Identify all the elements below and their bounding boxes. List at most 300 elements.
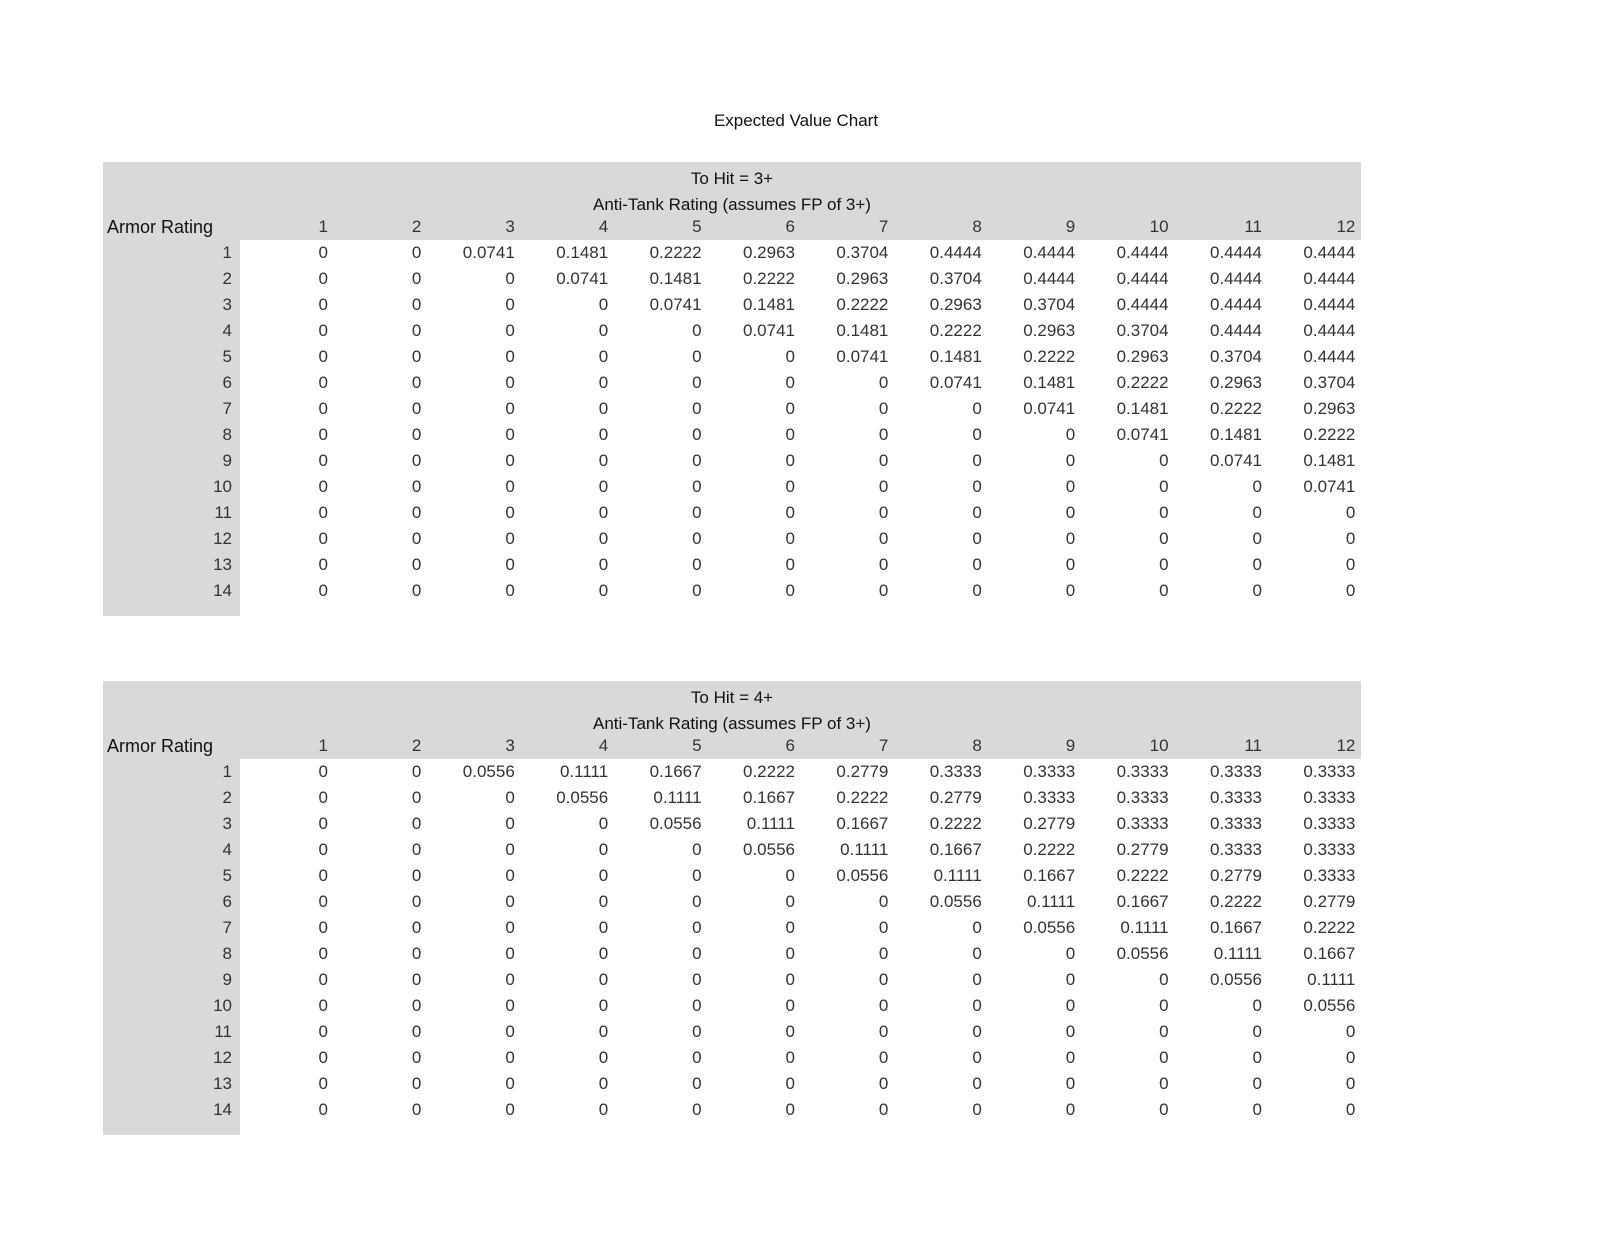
table-cell: 0 [785,425,795,444]
table-cell: 0.3704 [929,269,982,288]
table-row [103,448,1361,474]
table-cell: 0.0741 [556,269,609,288]
table-cell: 0 [598,295,609,314]
table-cell: 0.3704 [1023,295,1076,314]
table-cell: 0 [318,1100,328,1119]
table-row [103,759,1361,785]
table-cell: 0 [692,892,702,911]
table-cell: 0.0556 [1116,944,1169,963]
column-header: 10 [1149,217,1169,236]
table-cell: 0.3333 [1023,762,1076,781]
table-cell: 0.2963 [743,243,795,262]
table-cell: 0 [505,321,515,340]
table-cell: 0 [505,970,515,989]
table-cell: 0 [598,529,609,548]
table-cell: 0 [878,892,889,911]
table-cell: 0.2222 [1210,892,1262,911]
column-header: 5 [692,217,702,236]
table-cell: 0.4444 [1303,295,1356,314]
table-cell: 0.1667 [1116,892,1169,911]
table-cell: 0 [1159,451,1169,470]
armor-rating-value: 5 [103,863,240,889]
armor-rating-value: 13 [103,1071,240,1097]
table-cell: 0 [318,970,328,989]
table-cell: 0 [411,814,422,833]
table-cell: 0.2963 [1023,321,1076,340]
table-cell: 0 [1345,503,1356,522]
table-cell: 0 [318,996,328,1015]
table-cell: 0 [505,451,515,470]
table-cell: 0 [1252,529,1262,548]
table-cell: 0 [411,295,422,314]
table-cell: 0.0556 [1210,970,1262,989]
table-cell: 0 [692,529,702,548]
table-cell: 0 [878,503,889,522]
table-row [103,370,1361,396]
table-cell: 0.3333 [1116,788,1169,807]
table-cell: 0.1111 [840,840,889,859]
table-cell: 0 [505,944,515,963]
armor-rating-value: 14 [103,1097,240,1123]
table-cell: 0.3333 [1210,814,1262,833]
table-cell: 0.1481 [1023,373,1076,392]
table-cell: 0 [1345,1048,1356,1067]
table-cell: 0 [505,477,515,496]
table-row [103,474,1361,500]
table-cell: 0 [411,1100,422,1119]
armor-rating-value: 10 [103,474,240,500]
table-cell: 0 [411,477,422,496]
table-cell: 0.2222 [836,788,889,807]
table-cell: 0 [411,840,422,859]
table-cell: 0 [785,996,795,1015]
table-cell: 0 [692,944,702,963]
table-cell: 0 [692,996,702,1015]
table-cell: 0 [318,269,328,288]
table-cell: 0 [878,373,889,392]
table-cell: 0.2222 [743,269,795,288]
table-cell: 0 [505,399,515,418]
table-cell: 0 [785,1022,795,1041]
table-cell: 0 [972,451,982,470]
table-cell: 0.4444 [1303,321,1356,340]
table-cell: 0.2222 [1023,347,1076,366]
table-cell: 0 [318,347,328,366]
table-cell: 0 [318,814,328,833]
table-cell: 0 [411,970,422,989]
table-cell: 0 [598,451,609,470]
table-cell: 0.1111 [559,762,609,781]
table-cell: 0 [505,1022,515,1041]
table-cell: 0.0556 [556,788,609,807]
table-cell: 0.0741 [649,295,702,314]
table-cell: 0 [318,944,328,963]
table-cell: 0.0741 [1023,399,1076,418]
column-header: 3 [505,217,515,236]
row-label-footer [103,604,240,616]
table-cell: 0 [411,555,422,574]
table-body [103,240,1361,604]
table-cell: 0 [972,996,982,1015]
table-row [103,1019,1361,1045]
table-cell: 0 [598,996,609,1015]
armor-rating-value: 7 [103,915,240,941]
table-cell: 0 [1252,996,1262,1015]
table-cell: 0 [1065,477,1076,496]
table-cell: 0.0741 [462,243,515,262]
table-cell: 0.2963 [1116,347,1169,366]
armor-rating-value: 11 [103,1019,240,1045]
table-row [103,811,1361,837]
table-row [103,785,1361,811]
table-cell: 0 [318,788,328,807]
table-cell: 0.4444 [1210,269,1262,288]
table-cell: 0.1667 [1303,944,1356,963]
table-row [103,292,1361,318]
table-cell: 0 [972,529,982,548]
table-cell: 0 [318,866,328,885]
table-cell: 0 [1159,996,1169,1015]
table-row [103,1097,1361,1123]
table-cell: 0 [692,918,702,937]
table-cell: 0.0556 [1303,996,1356,1015]
table-cell: 0 [411,503,422,522]
table-cell: 0 [505,581,515,600]
table-row [103,240,1361,266]
table-cell: 0 [692,581,702,600]
table-cell: 0 [1065,555,1076,574]
table-cell: 0 [505,295,515,314]
table-body [103,759,1361,1123]
armor-rating-value: 14 [103,578,240,604]
table-cell: 0 [318,762,328,781]
table-cell: 0.4444 [1023,269,1076,288]
table-cell: 0.2779 [1116,840,1169,859]
table-cell: 0 [692,1048,702,1067]
table-cell: 0 [785,970,795,989]
table-cell: 0.0741 [1303,477,1356,496]
column-header: 2 [411,736,422,755]
armor-rating-value: 1 [103,240,240,266]
table-cell: 0 [505,892,515,911]
table-cell: 0 [878,451,889,470]
table-cell: 0 [1345,1022,1356,1041]
table-cell: 0 [1065,1048,1076,1067]
table-cell: 0 [972,944,982,963]
table-cell: 0 [972,1022,982,1041]
table-cell: 0 [598,399,609,418]
armor-rating-value: 13 [103,552,240,578]
table-cell: 0.1667 [743,788,795,807]
table-cell: 0 [692,970,702,989]
table-cell: 0.4444 [1210,243,1262,262]
table-cell: 0.2222 [1023,840,1076,859]
table-cell: 0 [878,529,889,548]
page-title [0,111,1600,131]
table-cell: 0 [785,373,795,392]
table-cell: 0.1481 [836,321,889,340]
table-cell: 0.4444 [1303,269,1356,288]
armor-rating-value: 2 [103,266,240,292]
table-row [103,422,1361,448]
table-cell: 0.4444 [1023,243,1076,262]
table-cell: 0 [972,1074,982,1093]
table-cell: 0.1667 [1210,918,1262,937]
table-cell: 0 [785,477,795,496]
table-cell: 0 [318,555,328,574]
table-cell: 0 [598,944,609,963]
table-cell: 0.1111 [1307,970,1356,989]
table-row [103,318,1361,344]
table-cell: 0 [785,1074,795,1093]
table-cell: 0 [411,373,422,392]
table-cell: 0.0741 [743,321,795,340]
table-row [103,396,1361,422]
table-cell: 0.0556 [743,840,795,859]
table-cell: 0 [972,477,982,496]
table-cell: 0 [1159,503,1169,522]
table-cell: 0.1111 [1026,892,1076,911]
table-cell: 0 [598,347,609,366]
table-cell: 0 [878,1048,889,1067]
armor-rating-value: 6 [103,889,240,915]
table-cell: 0 [505,996,515,1015]
table-cell: 0.1667 [649,762,702,781]
table-row [103,552,1361,578]
table-cell: 0 [692,840,702,859]
table-cell: 0 [785,347,795,366]
table-cell: 0 [972,581,982,600]
table-cell: 0 [1065,425,1076,444]
table-cell: 0 [318,295,328,314]
table-cell: 0.3704 [1116,321,1169,340]
table-cell: 0.1481 [1210,425,1262,444]
table-cell: 0.2222 [1116,373,1169,392]
armor-rating-value: 5 [103,344,240,370]
table-row [103,266,1361,292]
table-cell: 0 [1345,581,1356,600]
column-header-row [103,733,1361,759]
table-cell: 0 [785,399,795,418]
table-cell: 0 [318,581,328,600]
table-header [103,681,1361,759]
table-cell: 0.4444 [1210,295,1262,314]
column-header: 5 [692,736,702,755]
column-header: 12 [1336,736,1356,755]
table-cell: 0.4444 [929,243,982,262]
table-cell: 0 [505,269,515,288]
column-header: 11 [1244,217,1262,236]
table-cell: 0 [598,503,609,522]
table-cell: 0 [972,970,982,989]
table-cell: 0.1481 [649,269,702,288]
table-cell: 0.2222 [836,295,889,314]
table-cell: 0 [692,373,702,392]
armor-rating-label: Armor Rating [107,217,214,237]
table-cell: 0 [1065,581,1076,600]
column-header: 12 [1336,217,1356,236]
table-row [103,863,1361,889]
table-cell: 0 [598,814,609,833]
table-cell: 0 [785,555,795,574]
table-cell: 0 [598,321,609,340]
table-cell: 0.0741 [1116,425,1169,444]
table-cell: 0.0741 [1210,451,1262,470]
table-cell: 0 [505,1074,515,1093]
column-header: 7 [878,736,889,755]
table-cell: 0 [692,347,702,366]
table-cell: 0 [318,373,328,392]
table-cell: 0.1111 [1213,944,1262,963]
table-cell: 0.0556 [649,814,702,833]
table-cell: 0.3333 [929,762,982,781]
table-cell: 0 [1159,970,1169,989]
table-cell: 0 [1065,1100,1076,1119]
table-cell: 0.2779 [836,762,889,781]
table-cell: 0 [598,840,609,859]
table-cell: 0.3333 [1023,788,1076,807]
table-cell: 0 [318,243,328,262]
table-cell: 0.4444 [1116,269,1169,288]
table-row [103,915,1361,941]
table-cell: 0 [411,996,422,1015]
table-cell: 0.0556 [929,892,982,911]
column-header: 7 [878,217,889,236]
table-cell: 0.3333 [1116,762,1169,781]
table-cell: 0 [878,1074,889,1093]
table-cell: 0 [411,1022,422,1041]
table-cell: 0 [878,581,889,600]
armor-rating-label: Armor Rating [107,736,214,756]
table-cell: 0 [318,451,328,470]
table-cell: 0 [692,555,702,574]
table-cell: 0 [878,1022,889,1041]
armor-rating-value: 12 [103,1045,240,1071]
column-header: 9 [1065,217,1076,236]
table-cell: 0 [598,555,609,574]
table-cell: 0.2779 [1303,892,1356,911]
table-row [103,889,1361,915]
to-hit-label: To Hit = 4+ [690,688,774,707]
table-cell: 0.3333 [1303,762,1356,781]
table-cell: 0 [692,321,702,340]
table-cell: 0.2779 [1023,814,1076,833]
table-cell: 0.2963 [1210,373,1262,392]
table-cell: 0 [692,399,702,418]
table-cell: 0 [598,1022,609,1041]
table-cell: 0 [1345,1074,1356,1093]
table-row [103,993,1361,1019]
table-cell: 0.1667 [929,840,982,859]
table-cell: 0 [878,555,889,574]
table-cell: 0 [1065,1022,1076,1041]
table-cell: 0 [878,918,889,937]
table-cell: 0 [1252,477,1262,496]
table-cell: 0 [1252,581,1262,600]
table-cell: 0 [411,347,422,366]
table-cell: 0 [692,451,702,470]
column-header: 3 [505,736,515,755]
table-cell: 0 [505,347,515,366]
table-cell: 0 [411,243,422,262]
table-cell: 0 [505,529,515,548]
table-cell: 0.0556 [836,866,889,885]
table-cell: 0 [972,399,982,418]
table-to-hit-3 [103,162,1361,616]
armor-rating-value: 8 [103,941,240,967]
column-header: 6 [785,217,795,236]
table-cell: 0 [1065,451,1076,470]
table-cell: 0 [1252,1100,1262,1119]
table-cell: 0.3333 [1210,762,1262,781]
table-cell: 0 [411,944,422,963]
column-header: 11 [1244,736,1262,755]
table-row [103,500,1361,526]
table-cell: 0.0741 [929,373,982,392]
table-cell: 0 [411,581,422,600]
table-cell: 0 [598,892,609,911]
column-header: 6 [785,736,795,755]
table-cell: 0 [972,1048,982,1067]
table-cell: 0 [1065,503,1076,522]
table-cell: 0 [318,425,328,444]
table-cell: 0 [878,399,889,418]
table-cell: 0 [598,373,609,392]
to-hit-label: To Hit = 3+ [690,169,774,188]
table-cell: 0.3333 [1210,840,1262,859]
page-title-text: Expected Value Chart [713,111,879,130]
table-cell: 0 [1345,1100,1356,1119]
armor-rating-value: 10 [103,993,240,1019]
column-header: 2 [411,217,422,236]
table-cell: 0 [1065,996,1076,1015]
table-cell: 0 [785,918,795,937]
table-cell: 0 [318,840,328,859]
table-cell: 0.2222 [649,243,702,262]
column-header: 8 [972,736,982,755]
table-cell: 0 [505,1048,515,1067]
table-cell: 0.2222 [1303,918,1356,937]
table-cell: 0 [785,581,795,600]
table-cell: 0.3333 [1303,788,1356,807]
table-cell: 0 [1252,1022,1262,1041]
table-cell: 0 [1065,529,1076,548]
armor-rating-value: 2 [103,785,240,811]
table-cell: 0 [692,1100,702,1119]
table-cell: 0.3704 [1303,373,1356,392]
table-cell: 0.1111 [653,788,702,807]
table-cell: 0 [878,970,889,989]
table-cell: 0 [411,321,422,340]
table-cell: 0.3704 [1210,347,1262,366]
table-cell: 0.3333 [1210,788,1262,807]
table-cell: 0.1667 [836,814,889,833]
armor-rating-value: 3 [103,292,240,318]
column-header: 8 [972,217,982,236]
table-cell: 0.0556 [462,762,515,781]
table-cell: 0.2222 [1116,866,1169,885]
anti-tank-rating-label: Anti-Tank Rating (assumes FP of 3+) [593,714,871,733]
table-cell: 0.1481 [556,243,609,262]
table-cell: 0 [318,399,328,418]
anti-tank-rating-label: Anti-Tank Rating (assumes FP of 3+) [593,195,871,214]
table-cell: 0 [878,425,889,444]
table-cell: 0.2963 [1303,399,1356,418]
table-cell: 0 [318,892,328,911]
armor-rating-value: 4 [103,837,240,863]
table-cell: 0.2222 [1303,425,1356,444]
table-cell: 0.1481 [929,347,982,366]
